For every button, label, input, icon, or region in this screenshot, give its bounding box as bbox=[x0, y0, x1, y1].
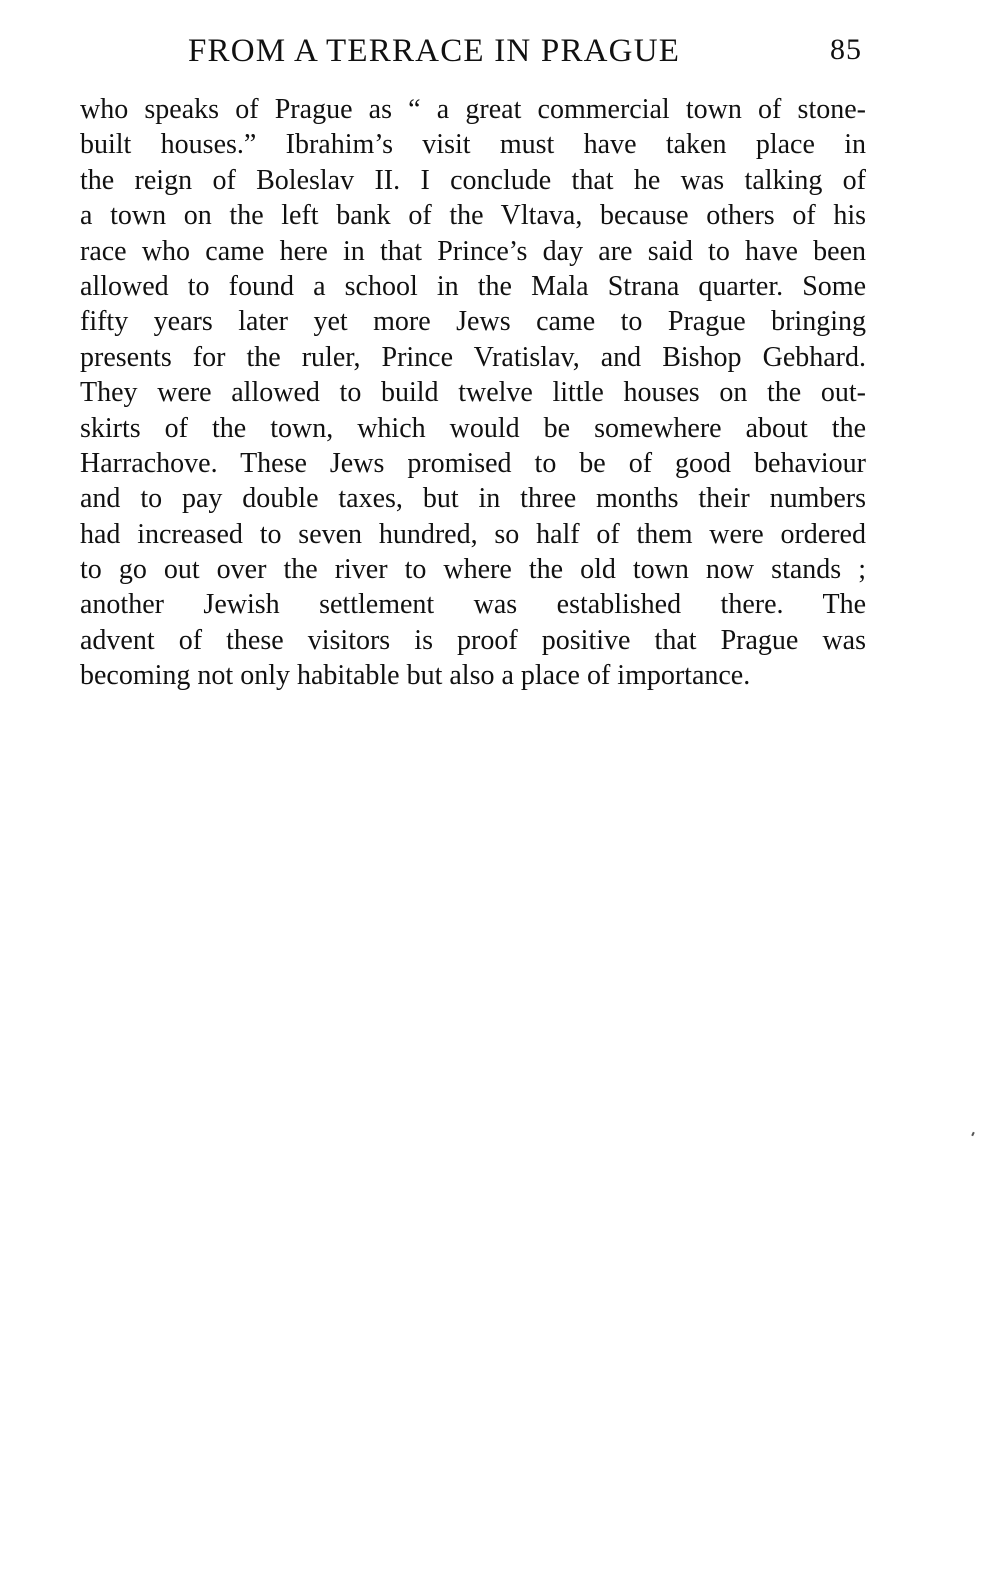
page-number: 85 bbox=[830, 33, 862, 66]
text-line: fifty years later yet more Jews came to Prague bringing bbox=[80, 306, 866, 338]
text-line: allowed to found a school in the Mala Strana quarter. Some bbox=[80, 270, 866, 302]
stray-ink-mark bbox=[971, 1132, 975, 1136]
text-line: They were allowed to build twelve little houses on the out- bbox=[80, 377, 866, 409]
text-line: skirts of the town, which would be somewhere about the bbox=[80, 412, 866, 444]
running-title: FROM A TERRACE IN PRAGUE bbox=[188, 33, 681, 69]
text-line: another Jewish settlement was established there. The bbox=[80, 589, 866, 621]
text-line: becoming not only habitable but also a place of importance. bbox=[80, 660, 751, 692]
text-line: to go out over the river to where the old town now stands ; bbox=[80, 554, 866, 586]
body-paragraph bbox=[80, 92, 866, 694]
text-line: the reign of Boleslav II. I conclude that he was talking of bbox=[80, 164, 866, 196]
text-line: who speaks of Prague as “ a great commercial town of stone- bbox=[80, 94, 866, 125]
text-line: race who came here in that Prince’s day are said to have been bbox=[80, 235, 866, 267]
text-line: had increased to seven hundred, so half of them were ordered bbox=[80, 518, 866, 550]
text-line: Harrachove. These Jews promised to be of good behaviour bbox=[80, 447, 866, 479]
text-line: presents for the ruler, Prince Vratislav, and Bishop Gebhard. bbox=[80, 341, 866, 373]
text-line: advent of these visitors is proof positive that Prague was bbox=[80, 624, 866, 656]
text-line: and to pay double taxes, but in three months their numbers bbox=[80, 483, 866, 515]
running-head bbox=[80, 33, 866, 73]
text-line: built houses.” Ibrahim’s visit must have taken place in bbox=[80, 129, 866, 161]
text-line: a town on the left bank of the Vltava, because others of his bbox=[80, 200, 866, 232]
